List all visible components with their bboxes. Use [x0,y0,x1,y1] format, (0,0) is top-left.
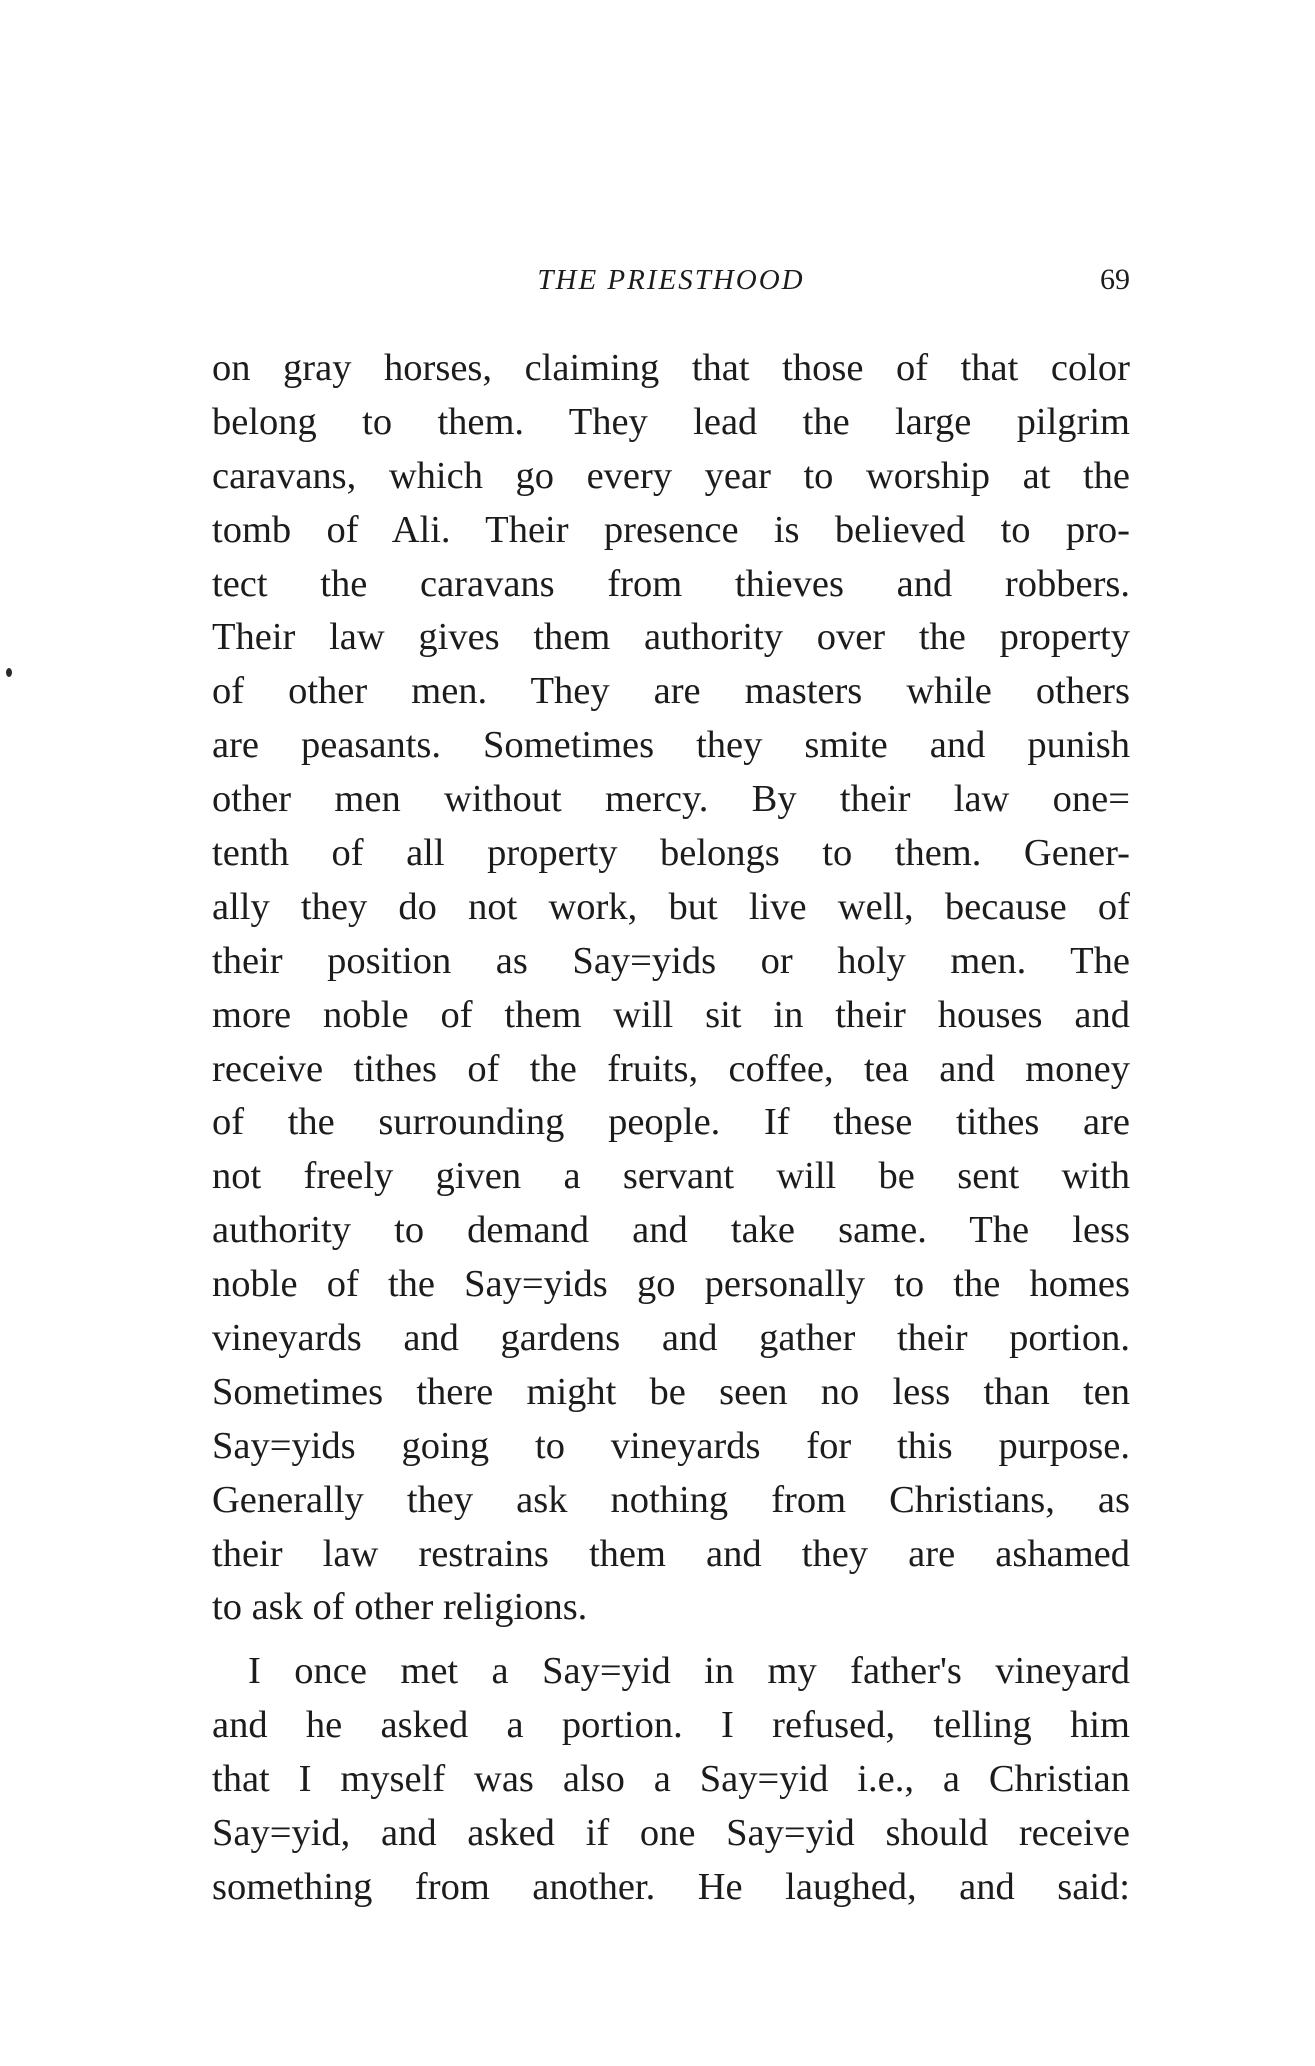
running-head [212,258,1130,302]
text-line: Their law gives them authority over the property [212,616,1130,659]
text-line: something from another. He laughed, and said: [212,1865,1130,1908]
body-text [212,342,1130,1915]
text-line: belong to them. They lead the large pilgrim [212,400,1130,443]
text-line: Generally they ask nothing from Christians, as [212,1478,1130,1521]
text-line: I once met a Say=yid in my father's vineyard [248,1650,1130,1693]
text-line: tenth of all property belongs to them. Gener- [212,832,1130,875]
text-line: not freely given a servant will be sent with [212,1155,1130,1198]
text-line: and he asked a portion. I refused, telling him [212,1704,1130,1747]
text-line: caravans, which go every year to worship at the [212,454,1130,497]
text-line: their position as Say=yids or holy men. The [212,939,1130,982]
text-line: that I myself was also a Say=yid i.e., a Christian [212,1758,1130,1801]
text-line: to ask of other religions. [212,1586,588,1629]
text-line: authority to demand and take same. The less [212,1209,1130,1252]
text-line: vineyards and gardens and gather their portion. [212,1317,1130,1360]
text-line: receive tithes of the fruits, coffee, tea and money [212,1047,1130,1090]
text-line: Say=yids going to vineyards for this purpose. [212,1424,1130,1467]
text-line: of other men. They are masters while others [212,670,1130,713]
text-line: ally they do not work, but live well, because of [212,885,1130,928]
paragraph [212,1645,1130,1914]
text-line: more noble of them will sit in their houses and [212,993,1130,1036]
page-number: 69 [1100,263,1130,296]
text-line: Sometimes there might be seen no less than ten [212,1370,1130,1413]
text-line: Say=yid, and asked if one Say=yid should receive [212,1812,1130,1855]
text-line: their law restrains them and they are ashamed [212,1532,1130,1575]
text-line: other men without mercy. By their law one= [212,778,1130,821]
text-line: noble of the Say=yids go personally to the homes [212,1263,1130,1306]
paragraph-gap [212,1635,1130,1645]
text-line: tomb of Ali. Their presence is believed to pro- [212,508,1130,551]
text-line: tect the caravans from thieves and robbers. [212,562,1130,605]
running-title: THE PRIESTHOOD [537,264,805,296]
text-line: are peasants. Sometimes they smite and punish [212,724,1130,767]
text-line: of the surrounding people. If these tithes are [212,1101,1130,1144]
text-line: on gray horses, claiming that those of that color [212,347,1130,389]
paragraph [212,342,1130,1635]
ink-speck [6,668,12,677]
